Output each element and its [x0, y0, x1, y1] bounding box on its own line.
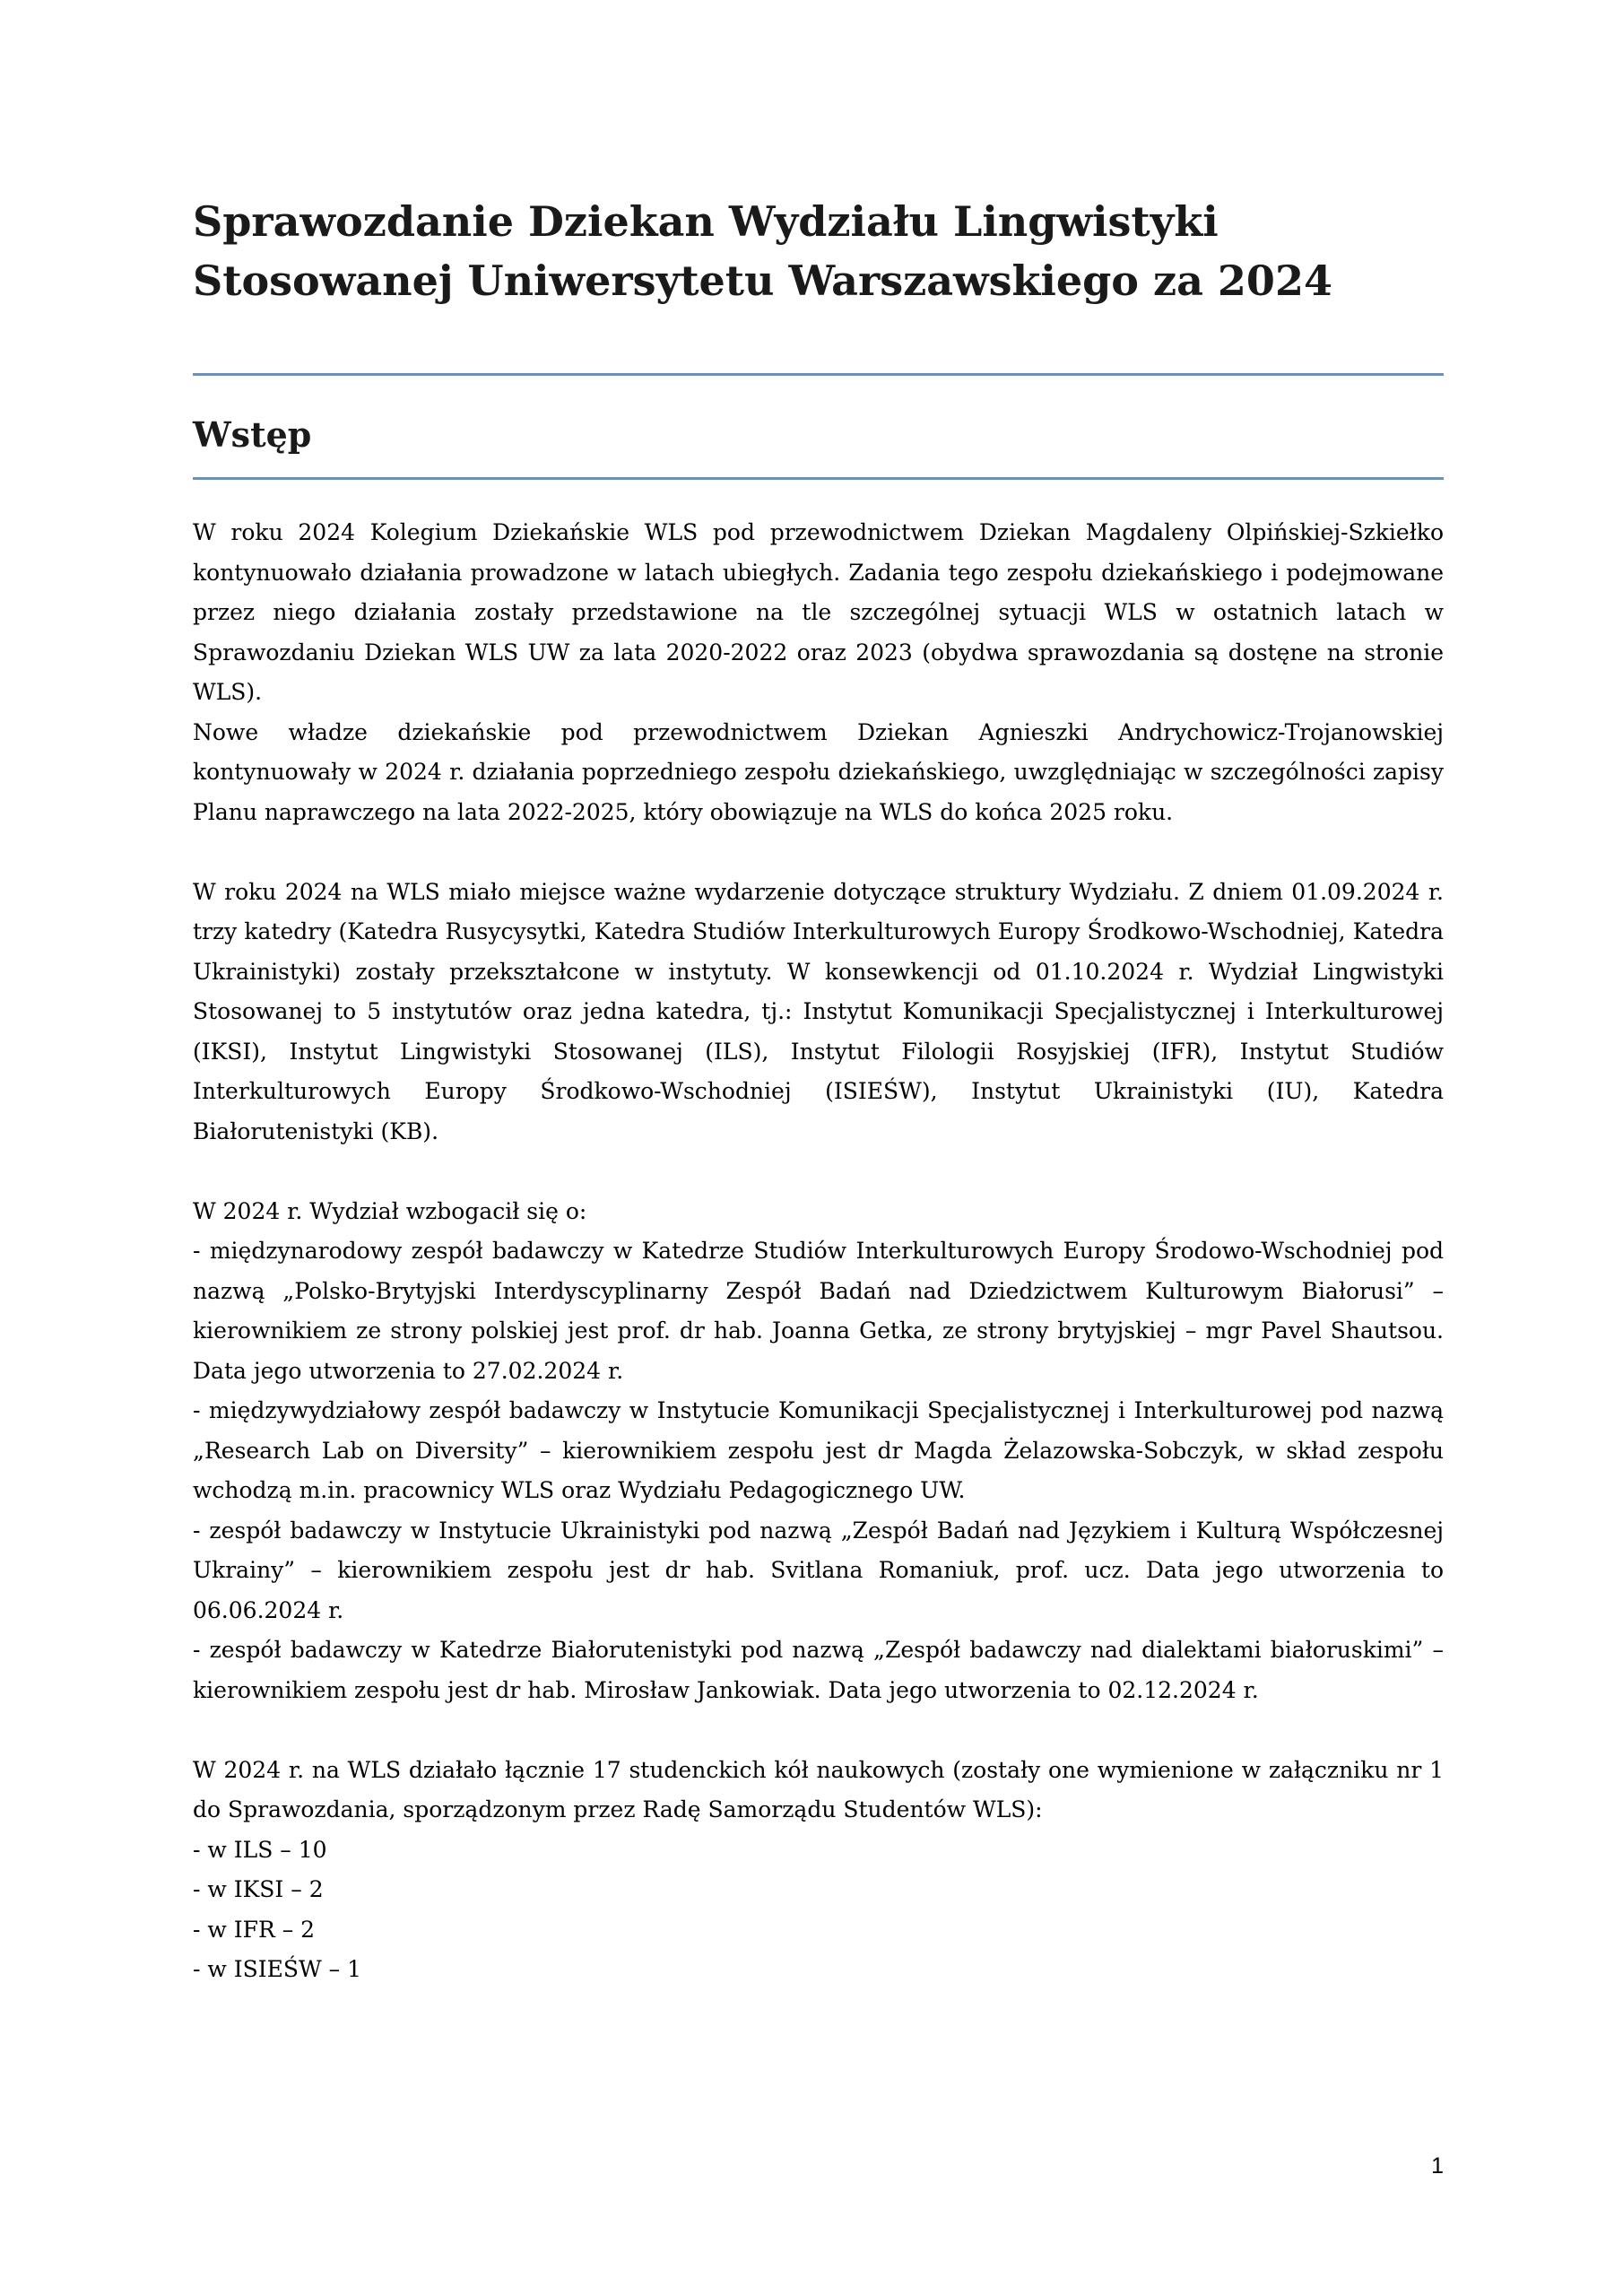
- title-line-1: Sprawozdanie Dziekan Wydziału Lingwistyki: [193, 197, 1219, 246]
- list-paragraph: - międzywydziałowy zespół badawczy w Instytucie Komunikacji Specjalistycznej i Interkulturowej pod nazwą „Research Lab on Diversity” – kierownikiem zespołu jest dr Magda Żelazowska-Sobczyk, w skład zespołu wchodzą m.in. pracownicy WLS oraz Wydziału Pedagogicznego UW.: [193, 1397, 1444, 1503]
- title-divider: [193, 373, 1444, 376]
- paragraph-gap: [193, 832, 1444, 873]
- paragraph-gap: [193, 1152, 1444, 1192]
- list-paragraph: - zespół badawczy w Katedrze Białorutenistyki pod nazwą „Zespół badawczy nad dialektami białoruskimi” – kierownikiem zespołu jest dr hab. Mirosław Jankowiak. Data jego utworzenia to 02.12.2024 r.: [193, 1637, 1444, 1703]
- paragraph: W roku 2024 Kolegium Dziekańskie WLS pod przewodnictwem Dziekan Magdaleny Olpińskiej-Szkiełko kontynuowało działania prowadzone w latach ubiegłych. Zadania tego zespołu dziekańskiego i podejmowane przez niego działania zostały przedstawione na tle szczególnej sytuacji WLS w ostatnich latach w Sprawozdaniu Dziekan WLS UW za lata 2020-2022 oraz 2023 (obydwa sprawozdania są dostęne na stronie WLS).: [193, 519, 1444, 705]
- section-heading: Wstęp: [193, 414, 312, 455]
- paragraph: W 2024 r. na WLS działało łącznie 17 studenckich kół naukowych (zostały one wymienione w załączniku nr 1 do Sprawozdania, sporządzonym przez Radę Samorządu Studentów WLS):: [193, 1756, 1444, 1822]
- paragraph: Nowe władze dziekańskie pod przewodnictwem Dziekan Agnieszki Andrychowicz-Trojanowskiej kontynuowały w 2024 r. działania poprzedniego zespołu dziekańskiego, uwzględniając w szczególności zapisy Planu naprawczego na lata 2022-2025, który obowiązuje na WLS do końca 2025 roku.: [193, 718, 1444, 825]
- title-line-2: Stosowanej Uniwersytetu Warszawskiego za 2024: [193, 257, 1332, 305]
- document-title: [193, 192, 1444, 310]
- list-paragraph: - międzynarodowy zespół badawczy w Katedrze Studiów Interkulturowych Europy Środowo-Wschodniej pod nazwą „Polsko-Brytyjski Interdyscyplinarny Zespół Badań nad Dziedzictwem Kulturowym Białorusi” – kierownikiem ze strony polskiej jest prof. dr hab. Joanna Getka, ze strony brytyjskiej – mgr Pavel Shautsou. Data jego utworzenia to 27.02.2024 r.: [193, 1238, 1444, 1384]
- paragraph: W roku 2024 na WLS miało miejsce ważne wydarzenie dotyczące struktury Wydziału. Z dniem 01.09.2024 r. trzy katedry (Katedra Rusycysytki, Katedra Studiów Interkulturowych Europy Środkowo-Wschodniej, Katedra Ukrainistyki) zostały przekształcone w instytuty. W konsewkencji od 01.10.2024 r. Wydział Lingwistyki Stosowanej to 5 instytutów oraz jedna katedra, tj.: Instytut Komunikacji Specjalistycznej i Interkulturowej (IKSI), Instytut Lingwistyki Stosowanej (ILS), Instytut Filologii Rosyjskiej (IFR), Instytut Studiów Interkulturowych Europy Środkowo-Wschodniej (ISIEŚW), Instytut Ukrainistyki (IU), Katedra Białorutenistyki (KB).: [193, 878, 1444, 1144]
- circles-list: [193, 1831, 1444, 1990]
- heading-divider: [193, 477, 1444, 480]
- paragraph: W 2024 r. Wydział wzbogacił się o:: [193, 1197, 587, 1224]
- list-item: - w IFR – 2: [193, 1916, 316, 1943]
- list-paragraph: - zespół badawczy w Instytucie Ukrainistyki pod nazwą „Zespół Badań nad Językiem i Kulturą Współczesnej Ukrainy” – kierownikiem zespołu jest dr hab. Svitlana Romaniuk, prof. ucz. Data jego utworzenia to 06.06.2024 r.: [193, 1517, 1444, 1623]
- document-page: [193, 0, 1444, 2296]
- list-item: - w ILS – 10: [193, 1836, 327, 1863]
- paragraph-gap: [193, 1710, 1444, 1751]
- document-body: [193, 513, 1444, 1990]
- page-number: 1: [1431, 2153, 1444, 2179]
- list-item: - w IKSI – 2: [193, 1876, 324, 1902]
- list-item: - w ISIEŚW – 1: [193, 1956, 361, 1982]
